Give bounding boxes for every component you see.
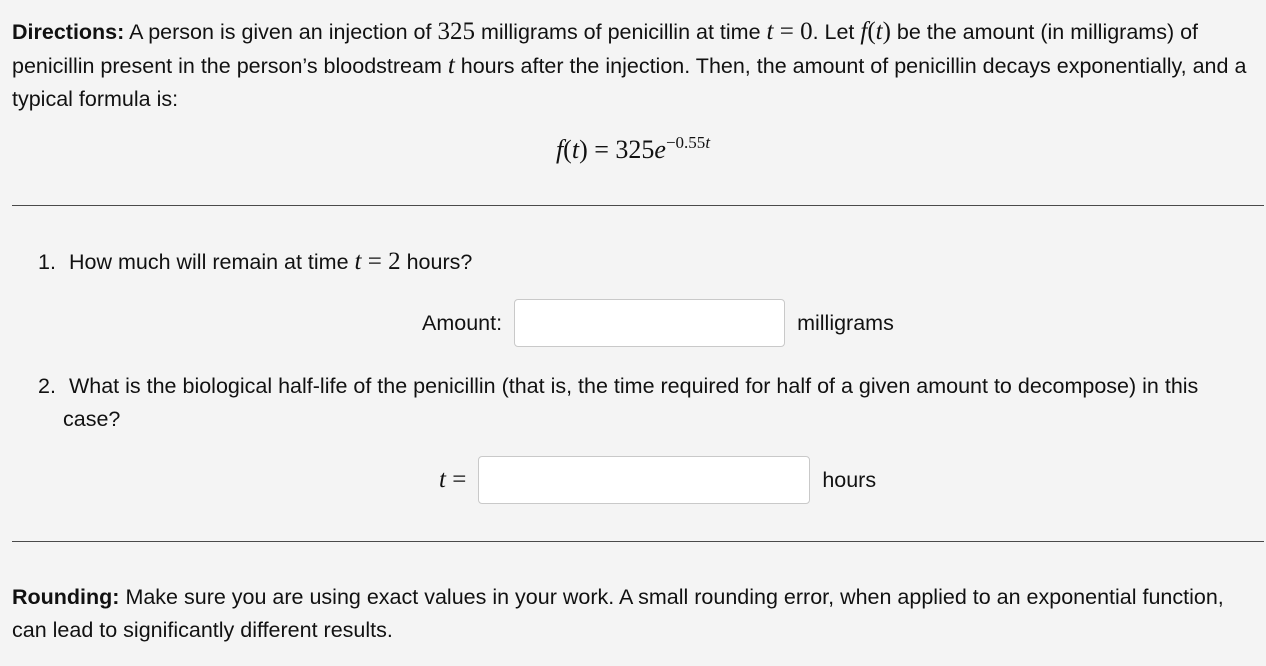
question-2 — [38, 370, 1260, 436]
decay-formula — [0, 130, 1266, 173]
divider-top — [12, 205, 1264, 206]
question-2-number: 2. — [38, 374, 56, 398]
question-1-number: 1. — [38, 250, 56, 274]
amount-unit: milligrams — [797, 310, 894, 335]
formula-paren-close: ) — [579, 135, 588, 164]
formula-exponent-variable: t — [705, 133, 711, 152]
rounding-text: Make sure you are using exact values in your work. A small rounding error, when applied to an exponential function, can lead to significantly different results. — [12, 585, 1224, 642]
formula-exponent — [666, 133, 710, 152]
question-1 — [38, 245, 472, 279]
rounding-note — [12, 581, 1260, 647]
half-life-answer-row — [439, 456, 876, 504]
directions-text-4: be the amount (in milligrams) of penicillin present in the person’s bloodstream — [12, 20, 1199, 78]
amount-input[interactable] — [514, 299, 785, 347]
formula-arg: t — [571, 135, 580, 164]
equals-sign: = — [773, 18, 801, 45]
directions-paragraph — [12, 15, 1260, 116]
directions-text-2: milligrams of penicillin at time — [474, 20, 767, 44]
formula-exponent-number: −0.55 — [665, 133, 706, 152]
amount-label: Amount: — [422, 310, 503, 335]
paren-close: ) — [882, 18, 891, 45]
question-1-variable: t — [354, 248, 362, 275]
question-1-text-before: How much will remain at time — [63, 250, 355, 274]
formula-coefficient: 325 — [615, 135, 655, 164]
half-life-label-equals: = — [445, 466, 467, 493]
question-1-text-after: hours? — [400, 250, 473, 274]
formula-paren-open: ( — [563, 135, 572, 164]
amount-answer-row — [422, 299, 894, 347]
paren-open: ( — [867, 18, 876, 45]
question-2-text-line-1: What is the biological half-life of the penicillin (that is, the time required for half of a given amount to decompose) in this — [63, 374, 1199, 398]
directions-text-3: . Let — [812, 20, 861, 44]
function-arg: t — [875, 18, 883, 45]
question-1-equals: = — [361, 248, 389, 275]
half-life-input[interactable] — [478, 456, 810, 504]
question-1-value: 2 — [388, 248, 401, 275]
rounding-label: Rounding: — [12, 585, 120, 609]
time-variable: t — [766, 18, 774, 45]
time-zero: 0 — [800, 18, 813, 45]
half-life-label-variable: t — [439, 466, 446, 493]
time-variable-2: t — [447, 52, 455, 79]
directions-text-5: hours after the injection. Then, the amount of penicillin decays exponentially, and a typical formula is: — [12, 54, 1247, 111]
question-2-text-line-2: case? — [63, 407, 121, 431]
dose-value: 325 — [437, 18, 475, 45]
formula-equals: = — [587, 135, 616, 164]
formula-function: f — [555, 135, 564, 164]
directions-label: Directions: — [12, 20, 125, 44]
function-name: f — [860, 18, 868, 45]
formula-base: e — [654, 135, 666, 164]
half-life-unit: hours — [822, 467, 877, 492]
directions-text-1: A person is given an injection of — [124, 20, 438, 44]
half-life-label — [439, 466, 466, 494]
divider-bottom — [12, 541, 1264, 542]
